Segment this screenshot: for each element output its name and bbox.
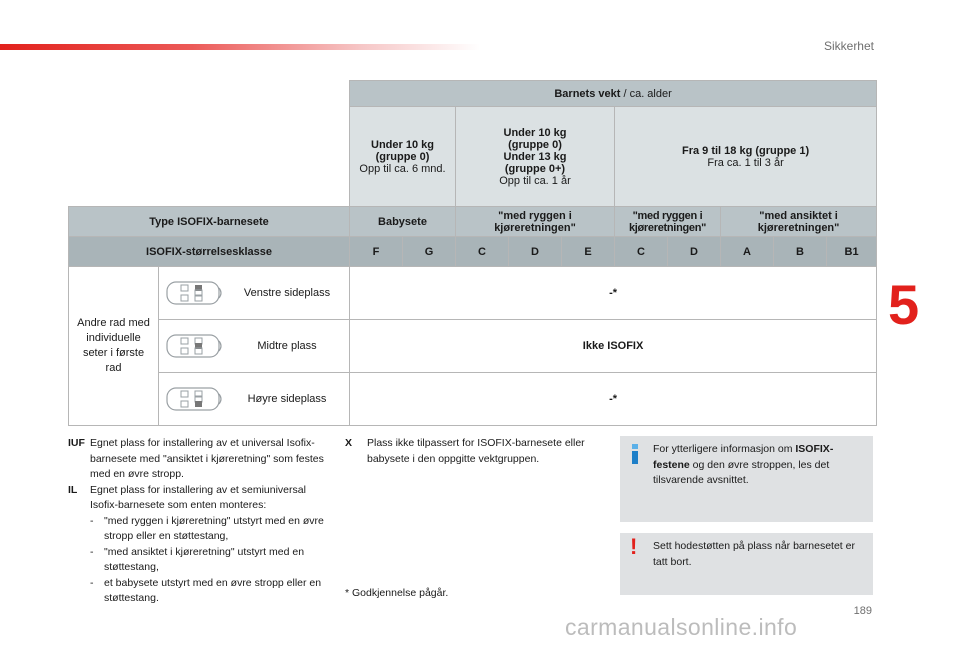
weight-header-normal: / ca. alder xyxy=(620,87,672,100)
watermark: carmanualsonline.info xyxy=(565,614,798,640)
row-group-label: Andre rad med individuelle seter i første rad xyxy=(69,267,159,426)
weight-group-age: Opp til ca. 1 år xyxy=(499,174,571,187)
class-cell: F xyxy=(350,237,403,267)
weight-group-line: (gruppe 0) xyxy=(508,138,562,151)
class-cell: B1 xyxy=(827,237,877,267)
weight-group-1 xyxy=(456,107,615,207)
weight-group-age: Fra ca. 1 til 3 år xyxy=(707,156,784,169)
isofix-table xyxy=(68,80,877,426)
info-text-bold: ISOFIX-festene xyxy=(653,443,834,471)
info-text-part: og den øvre stroppen, les det tilsvarende avsnittet. xyxy=(653,458,830,486)
info-text-part: For ytterligere informasjon om xyxy=(653,443,796,455)
seat-row-right xyxy=(159,373,350,426)
weight-group-line: (gruppe 0+) xyxy=(504,162,566,175)
seat-label: Høyre sideplass xyxy=(247,393,327,405)
seat-row-middle xyxy=(159,320,350,373)
weight-group-line: Fra 9 til 18 kg (gruppe 1) xyxy=(681,144,810,157)
warning-text: Sett hodestøtten på plass når barnesetet er tatt bort. xyxy=(653,540,855,568)
info-box xyxy=(620,436,873,522)
type-babysete: Babysete xyxy=(350,207,456,237)
weight-group-line: Under 10 kg xyxy=(371,138,434,151)
class-cell: C xyxy=(456,237,509,267)
warning-box xyxy=(620,533,873,595)
note-key-x: X xyxy=(345,437,353,449)
class-row-label: ISOFIX-størrelsesklasse xyxy=(69,237,350,267)
legend-notes: IUF Egnet plass for installering av et universal Isofix-barnesete med "ansiktet i kjøreretning" som festes med en øvre stropp. IL Egnet plass for installering av et semiuniversal Isofix-barnesete som enten monteres: - "med ryggen i kjøreretning" utstyrt med en øvre stropp eller en støttestang, - "med ansiktet i kjøreretning" utstyrt med en støttestang, - et babysete utstyrt med en øvre stropp eller en støttestang. xyxy=(68,436,330,607)
seat-value: -* xyxy=(350,373,877,426)
page-number: 189 xyxy=(853,605,872,617)
car-seat-right-icon xyxy=(165,385,225,413)
section-title: Sikkerhet xyxy=(823,39,874,53)
info-text xyxy=(653,442,865,489)
weight-group-0 xyxy=(350,107,456,207)
weight-group-age: Opp til ca. 6 mnd. xyxy=(359,162,446,175)
class-cell: E xyxy=(562,237,615,267)
seat-value: Ikke ISOFIX xyxy=(350,320,877,373)
note-text-iuf: Egnet plass for installering av et universal Isofix-barnesete med "ansiktet i kjøreretning" som festes med en øvre stropp. xyxy=(90,437,324,480)
type-row-label: Type ISOFIX-barnesete xyxy=(69,207,350,237)
note-text-il: Egnet plass for installering av et semiuniversal Isofix-barnesete som enten monteres: xyxy=(90,483,306,511)
seat-row-left xyxy=(159,267,350,320)
note-key-il: IL xyxy=(68,483,78,496)
class-cell: D xyxy=(509,237,562,267)
note-key-iuf: IUF xyxy=(68,437,85,449)
weight-group-line: (gruppe 0) xyxy=(375,150,430,163)
class-cell: G xyxy=(403,237,456,267)
note-list-item: "med ryggen i kjøreretning" utstyrt med en øvre stropp eller en støttestang, xyxy=(104,514,324,542)
chapter-number: 5 xyxy=(888,273,920,336)
note-text-x: Plass ikke tilpassert for ISOFIX-barnesete eller babysete i den oppgitte vektgruppen. xyxy=(367,437,585,465)
car-seat-left-icon xyxy=(165,279,225,307)
weight-group-line: Under 13 kg xyxy=(503,150,567,163)
weight-group-line: Under 10 kg xyxy=(503,126,567,139)
class-cell: D xyxy=(668,237,721,267)
car-seat-middle-icon xyxy=(165,332,225,360)
type-forward-facing: "med ansiktet i kjøreretningen" xyxy=(721,207,877,237)
note-list-item: et babysete utstyrt med en øvre stropp eller en støttestang. xyxy=(104,576,322,604)
type-rear-facing-2: "med ryggen i kjøreretningen" xyxy=(615,207,721,237)
class-cell: A xyxy=(721,237,774,267)
weight-group-2 xyxy=(615,107,877,207)
warning-icon: ! xyxy=(630,534,638,559)
weight-header xyxy=(350,81,877,107)
seat-label: Venstre sideplass xyxy=(243,287,331,299)
x-note xyxy=(345,436,600,467)
class-cell: B xyxy=(774,237,827,267)
seat-label: Midtre plass xyxy=(257,340,317,352)
note-list-item: "med ansiktet i kjøreretning" utstyrt med en støttestang, xyxy=(104,545,305,573)
approval-note: * Godkjennelse pågår. xyxy=(345,587,449,599)
info-icon xyxy=(626,444,644,464)
weight-header-bold: Barnets vekt xyxy=(554,87,621,100)
seat-value: -* xyxy=(350,267,877,320)
top-accent-bar xyxy=(0,44,480,50)
type-rear-facing: "med ryggen i kjøreretningen" xyxy=(456,207,615,237)
class-cell: C xyxy=(615,237,668,267)
